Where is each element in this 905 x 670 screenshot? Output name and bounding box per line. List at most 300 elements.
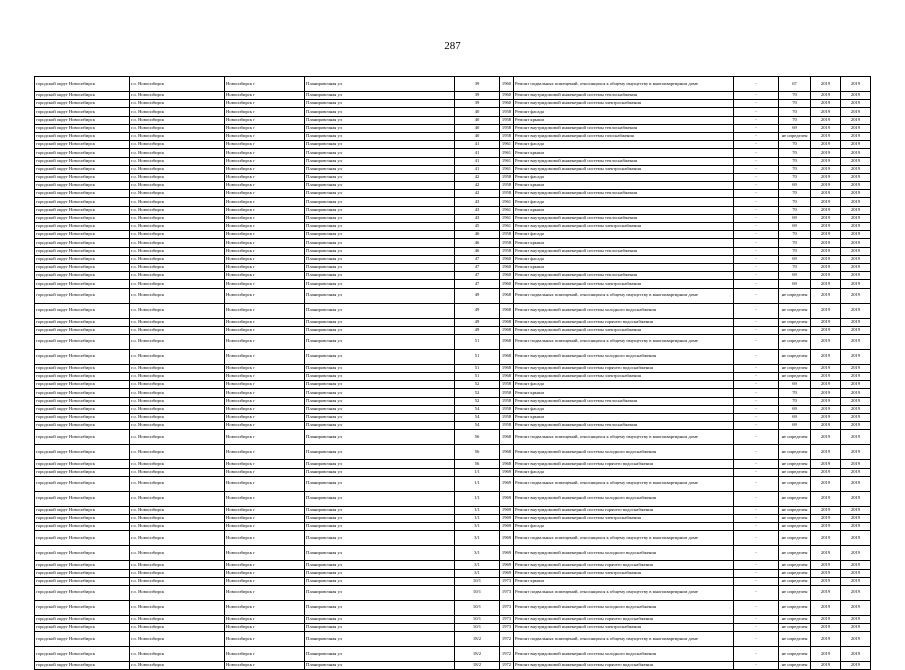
cell-build-year: 1969: [500, 546, 514, 561]
cell-deterioration: 69: [779, 272, 811, 280]
table-row: [35, 373, 871, 381]
cell-house-number: 1/1: [455, 506, 500, 514]
cell-street: Планировочная ул: [305, 190, 455, 198]
cell-plan-end-year: 2019: [841, 149, 871, 157]
cell-plan-start-year: 2019: [811, 165, 841, 173]
cell-deterioration: 70: [779, 157, 811, 165]
cell-area: -: [734, 561, 779, 569]
cell-area: -: [734, 149, 779, 157]
cell-area: -: [734, 546, 779, 561]
cell-settlement: г.о. Новосибирск: [130, 214, 225, 222]
cell-deterioration: 67: [779, 77, 811, 92]
cell-plan-end-year: 2019: [841, 364, 871, 372]
table-row: [35, 263, 871, 271]
cell-build-year: 1968: [500, 326, 514, 334]
cell-settlement: г.о. Новосибирск: [130, 514, 225, 522]
cell-street: Планировочная ул: [305, 141, 455, 149]
cell-work-type: Ремонт крыши: [514, 389, 734, 397]
cell-street: Планировочная ул: [305, 506, 455, 514]
cell-settlement: г.о. Новосибирск: [130, 389, 225, 397]
cell-area: -: [734, 514, 779, 522]
cell-work-type: Ремонт внутридомовой инженерной системы холодного водоснабжения: [514, 546, 734, 561]
cell-house-number: 51: [455, 364, 500, 372]
cell-city: Новосибирск г: [225, 255, 305, 263]
cell-build-year: 1973: [500, 615, 514, 623]
cell-street: Планировочная ул: [305, 468, 455, 476]
cell-area: -: [734, 100, 779, 108]
cell-house-number: 47: [455, 280, 500, 288]
cell-settlement: г.о. Новосибирск: [130, 77, 225, 92]
cell-plan-end-year: 2019: [841, 397, 871, 405]
table-row: [35, 647, 871, 662]
table-row: [35, 662, 871, 670]
cell-build-year: 1958: [500, 397, 514, 405]
table-row: [35, 381, 871, 389]
cell-city: Новосибирск г: [225, 239, 305, 247]
cell-deterioration: не определен: [779, 476, 811, 491]
table-row: [35, 223, 871, 231]
cell-deterioration: не определен: [779, 334, 811, 349]
cell-plan-end-year: 2019: [841, 223, 871, 231]
cell-plan-end-year: 2019: [841, 349, 871, 364]
table-row: [35, 364, 871, 372]
cell-plan-end-year: 2019: [841, 531, 871, 546]
cell-municipality: городской округ Новосибирск: [35, 445, 130, 460]
cell-plan-end-year: 2019: [841, 280, 871, 288]
cell-settlement: г.о. Новосибирск: [130, 239, 225, 247]
cell-city: Новосибирск г: [225, 569, 305, 577]
table-row: [35, 116, 871, 124]
cell-settlement: г.о. Новосибирск: [130, 523, 225, 531]
cell-work-type: Ремонт подвальных помещений, относящихся к общему имуществу в многоквартирном доме: [514, 334, 734, 349]
cell-plan-start-year: 2019: [811, 149, 841, 157]
cell-area: -: [734, 165, 779, 173]
cell-plan-start-year: 2019: [811, 491, 841, 506]
cell-street: Планировочная ул: [305, 263, 455, 271]
cell-work-type: Ремонт внутридомовой инженерной системы электроснабжения: [514, 165, 734, 173]
cell-city: Новосибирск г: [225, 476, 305, 491]
cell-city: Новосибирск г: [225, 231, 305, 239]
cell-plan-start-year: 2019: [811, 239, 841, 247]
cell-plan-end-year: 2019: [841, 288, 871, 303]
cell-deterioration: не определен: [779, 303, 811, 318]
table-row: [35, 231, 871, 239]
cell-city: Новосибирск г: [225, 373, 305, 381]
table-row: [35, 326, 871, 334]
cell-plan-end-year: 2019: [841, 422, 871, 430]
cell-city: Новосибирск г: [225, 349, 305, 364]
cell-work-type: Ремонт внутридомовой инженерной системы теплоснабжения: [514, 214, 734, 222]
cell-municipality: городской округ Новосибирск: [35, 149, 130, 157]
cell-street: Планировочная ул: [305, 231, 455, 239]
cell-deterioration: не определен: [779, 662, 811, 670]
cell-build-year: 1958: [500, 190, 514, 198]
cell-settlement: г.о. Новосибирск: [130, 476, 225, 491]
cell-deterioration: не определен: [779, 523, 811, 531]
table-row: [35, 476, 871, 491]
cell-house-number: 18/2: [455, 662, 500, 670]
cell-street: Планировочная ул: [305, 100, 455, 108]
cell-plan-start-year: 2019: [811, 647, 841, 662]
cell-plan-end-year: 2019: [841, 182, 871, 190]
cell-municipality: городской округ Новосибирск: [35, 430, 130, 445]
cell-municipality: городской округ Новосибирск: [35, 263, 130, 271]
cell-municipality: городской округ Новосибирск: [35, 272, 130, 280]
cell-plan-end-year: 2019: [841, 381, 871, 389]
cell-municipality: городской округ Новосибирск: [35, 247, 130, 255]
cell-plan-start-year: 2019: [811, 577, 841, 585]
cell-street: Планировочная ул: [305, 173, 455, 181]
cell-build-year: 1969: [500, 506, 514, 514]
cell-street: Планировочная ул: [305, 157, 455, 165]
cell-area: -: [734, 422, 779, 430]
cell-municipality: городской округ Новосибирск: [35, 577, 130, 585]
cell-work-type: Ремонт фасада: [514, 198, 734, 206]
cell-street: Планировочная ул: [305, 247, 455, 255]
cell-build-year: 1973: [500, 600, 514, 615]
cell-municipality: городской округ Новосибирск: [35, 182, 130, 190]
cell-settlement: г.о. Новосибирск: [130, 349, 225, 364]
cell-street: Планировочная ул: [305, 132, 455, 140]
cell-municipality: городской округ Новосибирск: [35, 108, 130, 116]
cell-street: Планировочная ул: [305, 206, 455, 214]
cell-municipality: городской округ Новосибирск: [35, 397, 130, 405]
cell-work-type: Ремонт внутридомовой инженерной системы теплоснабжения: [514, 124, 734, 132]
cell-settlement: г.о. Новосибирск: [130, 149, 225, 157]
cell-plan-end-year: 2019: [841, 303, 871, 318]
cell-house-number: 41: [455, 165, 500, 173]
cell-plan-end-year: 2019: [841, 190, 871, 198]
cell-municipality: городской округ Новосибирск: [35, 77, 130, 92]
cell-deterioration: не определен: [779, 632, 811, 647]
cell-city: Новосибирск г: [225, 190, 305, 198]
table-body: [35, 77, 871, 670]
cell-area: -: [734, 577, 779, 585]
cell-street: Планировочная ул: [305, 288, 455, 303]
table-row: [35, 198, 871, 206]
cell-municipality: городской округ Новосибирск: [35, 223, 130, 231]
cell-plan-start-year: 2019: [811, 124, 841, 132]
cell-work-type: Ремонт внутридомовой инженерной системы теплоснабжения: [514, 247, 734, 255]
cell-settlement: г.о. Новосибирск: [130, 223, 225, 231]
cell-deterioration: не определен: [779, 468, 811, 476]
cell-city: Новосибирск г: [225, 523, 305, 531]
cell-settlement: г.о. Новосибирск: [130, 531, 225, 546]
cell-city: Новосибирск г: [225, 624, 305, 632]
cell-deterioration: не определен: [779, 364, 811, 372]
cell-settlement: г.о. Новосибирск: [130, 272, 225, 280]
cell-settlement: г.о. Новосибирск: [130, 381, 225, 389]
cell-plan-start-year: 2019: [811, 397, 841, 405]
cell-plan-start-year: 2019: [811, 569, 841, 577]
cell-street: Планировочная ул: [305, 460, 455, 468]
cell-city: Новосибирск г: [225, 414, 305, 422]
cell-work-type: Ремонт внутридомовой инженерной системы газоснабжения: [514, 132, 734, 140]
cell-street: Планировочная ул: [305, 523, 455, 531]
cell-municipality: городской округ Новосибирск: [35, 414, 130, 422]
cell-municipality: городской округ Новосибирск: [35, 132, 130, 140]
cell-settlement: г.о. Новосибирск: [130, 615, 225, 623]
cell-build-year: 1968: [500, 364, 514, 372]
cell-street: Планировочная ул: [305, 647, 455, 662]
cell-municipality: городской округ Новосибирск: [35, 214, 130, 222]
cell-street: Планировочная ул: [305, 373, 455, 381]
cell-area: -: [734, 615, 779, 623]
cell-municipality: городской округ Новосибирск: [35, 506, 130, 514]
cell-municipality: городской округ Новосибирск: [35, 239, 130, 247]
cell-street: Планировочная ул: [305, 430, 455, 445]
cell-plan-end-year: 2019: [841, 624, 871, 632]
cell-work-type: Ремонт подвальных помещений, относящихся к общему имуществу в многоквартирном доме: [514, 585, 734, 600]
cell-municipality: городской округ Новосибирск: [35, 318, 130, 326]
cell-deterioration: 70: [779, 173, 811, 181]
table-row: [35, 430, 871, 445]
cell-plan-start-year: 2019: [811, 389, 841, 397]
cell-deterioration: 69: [779, 280, 811, 288]
cell-build-year: 1960: [500, 92, 514, 100]
cell-plan-end-year: 2019: [841, 157, 871, 165]
cell-city: Новосибирск г: [225, 491, 305, 506]
cell-deterioration: 70: [779, 247, 811, 255]
cell-city: Новосибирск г: [225, 214, 305, 222]
cell-street: Планировочная ул: [305, 182, 455, 190]
cell-house-number: 46: [455, 239, 500, 247]
cell-area: -: [734, 190, 779, 198]
cell-plan-end-year: 2019: [841, 600, 871, 615]
cell-work-type: Ремонт подвальных помещений, относящихся к общему имуществу в многоквартирном доме: [514, 430, 734, 445]
cell-work-type: Ремонт фасада: [514, 381, 734, 389]
cell-street: Планировочная ул: [305, 239, 455, 247]
cell-city: Новосибирск г: [225, 561, 305, 569]
cell-deterioration: не определен: [779, 561, 811, 569]
cell-build-year: 1969: [500, 531, 514, 546]
table-row: [35, 561, 871, 569]
cell-house-number: 1/1: [455, 476, 500, 491]
cell-settlement: г.о. Новосибирск: [130, 561, 225, 569]
cell-area: -: [734, 108, 779, 116]
cell-plan-start-year: 2019: [811, 373, 841, 381]
cell-plan-end-year: 2019: [841, 255, 871, 263]
cell-deterioration: не определен: [779, 349, 811, 364]
cell-area: -: [734, 206, 779, 214]
cell-deterioration: 70: [779, 389, 811, 397]
cell-plan-start-year: 2019: [811, 190, 841, 198]
table-row: [35, 624, 871, 632]
cell-settlement: г.о. Новосибирск: [130, 397, 225, 405]
cell-work-type: Ремонт внутридомовой инженерной системы электроснабжения: [514, 223, 734, 231]
cell-street: Планировочная ул: [305, 569, 455, 577]
cell-house-number: 10/1: [455, 600, 500, 615]
cell-work-type: Ремонт внутридомовой инженерной системы теплоснабжения: [514, 422, 734, 430]
cell-plan-end-year: 2019: [841, 523, 871, 531]
cell-build-year: 1961: [500, 206, 514, 214]
table-row: [35, 389, 871, 397]
cell-municipality: городской округ Новосибирск: [35, 514, 130, 522]
cell-settlement: г.о. Новосибирск: [130, 373, 225, 381]
cell-settlement: г.о. Новосибирск: [130, 422, 225, 430]
cell-street: Планировочная ул: [305, 414, 455, 422]
cell-plan-end-year: 2019: [841, 476, 871, 491]
cell-plan-start-year: 2019: [811, 468, 841, 476]
cell-city: Новосибирск г: [225, 108, 305, 116]
cell-deterioration: не определен: [779, 600, 811, 615]
table-row: [35, 491, 871, 506]
table-row: [35, 206, 871, 214]
cell-city: Новосибирск г: [225, 632, 305, 647]
cell-build-year: 1958: [500, 132, 514, 140]
cell-area: -: [734, 326, 779, 334]
cell-municipality: городской округ Новосибирск: [35, 569, 130, 577]
cell-street: Планировочная ул: [305, 198, 455, 206]
cell-house-number: 40: [455, 132, 500, 140]
cell-plan-end-year: 2019: [841, 615, 871, 623]
cell-city: Новосибирск г: [225, 585, 305, 600]
cell-house-number: 47: [455, 255, 500, 263]
cell-work-type: Ремонт внутридомовой инженерной системы электроснабжения: [514, 624, 734, 632]
cell-build-year: 1969: [500, 514, 514, 522]
cell-settlement: г.о. Новосибирск: [130, 414, 225, 422]
cell-settlement: г.о. Новосибирск: [130, 190, 225, 198]
cell-city: Новосибирск г: [225, 247, 305, 255]
cell-build-year: 1958: [500, 405, 514, 413]
table-row: [35, 397, 871, 405]
cell-area: -: [734, 141, 779, 149]
cell-city: Новосибирск г: [225, 198, 305, 206]
cell-settlement: г.о. Новосибирск: [130, 303, 225, 318]
cell-municipality: городской округ Новосибирск: [35, 255, 130, 263]
cell-work-type: Ремонт крыши: [514, 414, 734, 422]
cell-area: -: [734, 585, 779, 600]
cell-house-number: 18/2: [455, 632, 500, 647]
cell-deterioration: не определен: [779, 569, 811, 577]
cell-house-number: 43: [455, 206, 500, 214]
cell-plan-start-year: 2019: [811, 585, 841, 600]
cell-area: -: [734, 662, 779, 670]
cell-plan-start-year: 2019: [811, 223, 841, 231]
table-row: [35, 414, 871, 422]
cell-work-type: Ремонт внутридомовой инженерной системы электроснабжения: [514, 373, 734, 381]
cell-work-type: Ремонт фасада: [514, 468, 734, 476]
cell-deterioration: 69: [779, 405, 811, 413]
cell-deterioration: 69: [779, 214, 811, 222]
cell-work-type: Ремонт подвальных помещений, относящихся к общему имуществу в многоквартирном доме: [514, 77, 734, 92]
cell-street: Планировочная ул: [305, 214, 455, 222]
cell-house-number: 43: [455, 198, 500, 206]
table-row: [35, 303, 871, 318]
table-row: [35, 132, 871, 140]
cell-deterioration: 70: [779, 141, 811, 149]
cell-build-year: 1968: [500, 318, 514, 326]
table-row: [35, 546, 871, 561]
cell-settlement: г.о. Новосибирск: [130, 100, 225, 108]
cell-municipality: городской округ Новосибирск: [35, 632, 130, 647]
cell-build-year: 1958: [500, 231, 514, 239]
cell-municipality: городской округ Новосибирск: [35, 546, 130, 561]
cell-street: Планировочная ул: [305, 334, 455, 349]
cell-deterioration: не определен: [779, 460, 811, 468]
cell-house-number: 10/1: [455, 577, 500, 585]
cell-area: -: [734, 334, 779, 349]
cell-settlement: г.о. Новосибирск: [130, 662, 225, 670]
cell-city: Новосибирск г: [225, 405, 305, 413]
cell-plan-start-year: 2019: [811, 141, 841, 149]
cell-municipality: городской округ Новосибирск: [35, 349, 130, 364]
cell-settlement: г.о. Новосибирск: [130, 157, 225, 165]
cell-plan-start-year: 2019: [811, 600, 841, 615]
cell-work-type: Ремонт внутридомовой инженерной системы горячего водоснабжения: [514, 460, 734, 468]
cell-street: Планировочная ул: [305, 615, 455, 623]
table-row: [35, 182, 871, 190]
table-row: [35, 157, 871, 165]
cell-deterioration: 70: [779, 206, 811, 214]
cell-area: -: [734, 468, 779, 476]
cell-deterioration: 70: [779, 92, 811, 100]
cell-house-number: 10/1: [455, 615, 500, 623]
cell-settlement: г.о. Новосибирск: [130, 546, 225, 561]
cell-street: Планировочная ул: [305, 116, 455, 124]
table-row: [35, 460, 871, 468]
table-row: [35, 349, 871, 364]
cell-house-number: 39: [455, 100, 500, 108]
cell-plan-end-year: 2019: [841, 165, 871, 173]
cell-build-year: 1968: [500, 288, 514, 303]
cell-area: -: [734, 124, 779, 132]
cell-area: -: [734, 92, 779, 100]
cell-build-year: 1961: [500, 198, 514, 206]
cell-house-number: 56: [455, 430, 500, 445]
cell-city: Новосибирск г: [225, 165, 305, 173]
cell-plan-end-year: 2019: [841, 173, 871, 181]
table-row: [35, 108, 871, 116]
cell-plan-start-year: 2019: [811, 561, 841, 569]
cell-build-year: 1958: [500, 108, 514, 116]
cell-city: Новосибирск г: [225, 173, 305, 181]
cell-settlement: г.о. Новосибирск: [130, 198, 225, 206]
cell-municipality: городской округ Новосибирск: [35, 280, 130, 288]
cell-plan-start-year: 2019: [811, 349, 841, 364]
cell-work-type: Ремонт внутридомовой инженерной системы электроснабжения: [514, 569, 734, 577]
cell-plan-start-year: 2019: [811, 662, 841, 670]
cell-settlement: г.о. Новосибирск: [130, 334, 225, 349]
cell-house-number: 40: [455, 124, 500, 132]
cell-settlement: г.о. Новосибирск: [130, 491, 225, 506]
cell-build-year: 1969: [500, 491, 514, 506]
table-row: [35, 173, 871, 181]
cell-work-type: Ремонт внутридомовой инженерной системы горячего водоснабжения: [514, 364, 734, 372]
cell-street: Планировочная ул: [305, 92, 455, 100]
cell-house-number: 3/1: [455, 546, 500, 561]
cell-city: Новосибирск г: [225, 77, 305, 92]
cell-house-number: 41: [455, 157, 500, 165]
cell-build-year: 1969: [500, 476, 514, 491]
cell-deterioration: 70: [779, 239, 811, 247]
cell-house-number: 3/1: [455, 531, 500, 546]
cell-plan-end-year: 2019: [841, 92, 871, 100]
cell-house-number: 1/1: [455, 514, 500, 522]
cell-city: Новосибирск г: [225, 334, 305, 349]
cell-municipality: городской округ Новосибирск: [35, 422, 130, 430]
table-row: [35, 468, 871, 476]
cell-work-type: Ремонт крыши: [514, 182, 734, 190]
cell-municipality: городской округ Новосибирск: [35, 460, 130, 468]
cell-house-number: 54: [455, 414, 500, 422]
cell-settlement: г.о. Новосибирск: [130, 141, 225, 149]
cell-plan-end-year: 2019: [841, 405, 871, 413]
cell-plan-start-year: 2019: [811, 77, 841, 92]
cell-plan-start-year: 2019: [811, 506, 841, 514]
cell-build-year: 1972: [500, 632, 514, 647]
cell-plan-end-year: 2019: [841, 632, 871, 647]
